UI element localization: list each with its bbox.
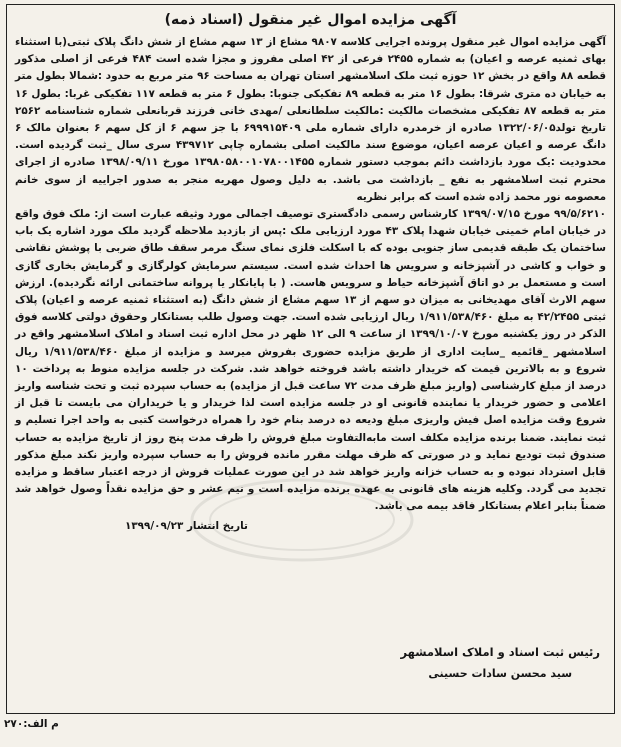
footer-code: م الف:۲۷۰ [4,718,59,730]
signature-name: سید محسن سادات حسینی [428,667,573,680]
signature-title: رئیس ثبت اسناد و املاک اسلامشهر [400,645,600,659]
signature-block [400,641,600,685]
notice-paragraph-2: ۹۹/۵/۶۲۱۰ مورخ ۱۳۹۹/۰۷/۱۵ کارشناس رسمی دادگستری توصیف اجمالی مورد وثیقه عبارت است از: ملک فوق واقع در خیابان امام خمینی خیابان شهدا پلاک ۴۳ مورد ارزیابی ملک :پس از بازدید ملاحظه گردید ملک مورد اشاره یک باب ساختمان یک طبقه قدیمی ساز جنوبی بوده که با اسکلت فلزی نمای سنگ مرمر سقف طاق ضربی با پوشش نقاشی و خواب و کاشی در آشپزخانه و سرویس ها احداث شده است. سیستم سرمایش کولرگازی و گرمایش بخاری گازی است و مستعمل بر دو اتاق آشپزخانه حیاط و سرویس هاست. ( با پایانکار یا پروانه ساختمانی ارائه نگردیده). ارزش سهم الارث آقای مهدیخانی به میزان دو سهم از ۱۳ سهم مشاع از شش دانگ (به استثناء ثمنیه عرصه و اعیان) پلاک ثبتی ۴۲/۲۴۵۵ به مبلغ ۱/۹۱۱/۵۳۸/۴۶۰ ریال ارزیابی شده است. جهت وصول طلب بستانکار وحقوق دولتی کلاسه فوق الذکر در روز یکشنبه مورخ ۱۳۹۹/۱۰/۰۷ از ساعت ۹ الی ۱۲ ظهر در محل اداره ثبت اسناد و املاک اسلامشهر واقع در اسلامشهر _قائمیه _سایت اداری از طریق مزایده حضوری بفروش میرسد و مزایده از مبلغ ۱/۹۱۱/۵۳۸/۴۶۰ ریال شروع و به بالاترین قیمت که خریدار داشته باشد فروخته خواهد شد. شرکت در جلسه مزایده منوط به پرداخت ۱۰ درصد از مبلغ کارشناسی (واریز مبلغ ظرف مدت ۷۲ ساعت قبل از مزایده) به حساب سپرده ثبت و تحت شناسه واریز اعلامی و حضور خریدار یا نماینده قانونی او در جلسه مزایده است لذا خریدار و یا خریداران می بایست تا قبل از شروع وقت مزایده اصل فیش واریزی مبلغ ودیعه ده درصد بنام خود را همراه درخواست کتبی به واحد اجرا تسلیم و ثبت نمایند. ضمنا برنده مزایده مکلف است مابه‌التفاوت مبلغ فروش را ظرف مدت پنج روز از تاریخ مزایده به حساب صندوق ثبت تودیع نماید و در صورتی که ظرف مهلت مقرر مانده فروش را به حساب سپرده واریز نکند مبلغ مذکور قابل استرداد نبوده و به حساب خزانه واریز خواهد شد در این صورت عملیات فروش از درجه اعتبار ساقط و مزایده تجدید می گردد. وکلیه هزینه های قانونی به عهده برنده مزایده است و نیم عشر و حق مزایده نقداً وصول خواهد شد ضمناً بنابر اعلام بستانکار فاقد بیمه می باشد. [15,208,607,513]
notice-body [15,34,606,516]
notice-title: آگهی مزایده اموال غیر منقول (اسناد ذمه) [164,12,457,28]
notice-paragraph-1: آگهی مزایده اموال غیر منقول پرونده اجرایی کلاسه ۹۸۰۷ مشاع از ۱۳ سهم مشاع از شش دانگ پلاک ثبتی(با استثناء بهای ثمنیه عرصه و اعیان) به شماره ۲۴۵۵ فرعی از ۴۲ اصلی مفروز و مجزا شده است ۴۸۴ فرعی از اصلی مذکور قطعه ۸۸ واقع در بخش ۱۲ حوزه ثبت ملک اسلامشهر استان تهران به مساحت ۹۶ متر مربع به حدود :شمالا بطول متر به خیابان ده متری شرقا: بطول ۱۶ متر به قطعه ۸۹ تفکیکی جنوبا: بطول ۶ متر به قطعه ۱۱۷ تفکیکی غربا: بطول ۱۶ متر به قطعه ۸۷ تفکیکی مشخصات مالکیت :مالکیت سلطانعلی /مهدی خانی فرزند قربانعلی شماره شناسنامه ۲۵۶۲ تاریخ تولد۱۳۲۲/۰۶/۰۵ صادره از خرمدره دارای شماره ملی ۶۹۹۹۱۵۴۰۹ با جز سهم ۶ از کل سهم ۶ بعنوان مالک ۶ دانگ عرصه و اعیان عرصه اعیان، موضوع سند مالکیت اصلی بشماره چاپی ۴۳۹۷۱۲ سری سال _ثبت گردیده است. محدودیت :یک مورد بازداشت دائم بموجب دستور شماره ۱۳۹۸۰۵۸۰۰۱۰۷۸۰۰۱۴۵۵ مورخ ۱۳۹۸/۰۹/۱۱ صادره از اجرای محترم ثبت اسلامشهر به نفع _ بازداشت می باشد. به دلیل وصول مهریه منجر به صدور اجراییه از سوی خانم معصومه نور محمد زاده شده است که برابر نظریه [15,36,607,203]
auction-notice [6,4,615,714]
publish-date: تاریخ انتشار ۱۳۹۹/۰۹/۲۳ [125,519,248,532]
